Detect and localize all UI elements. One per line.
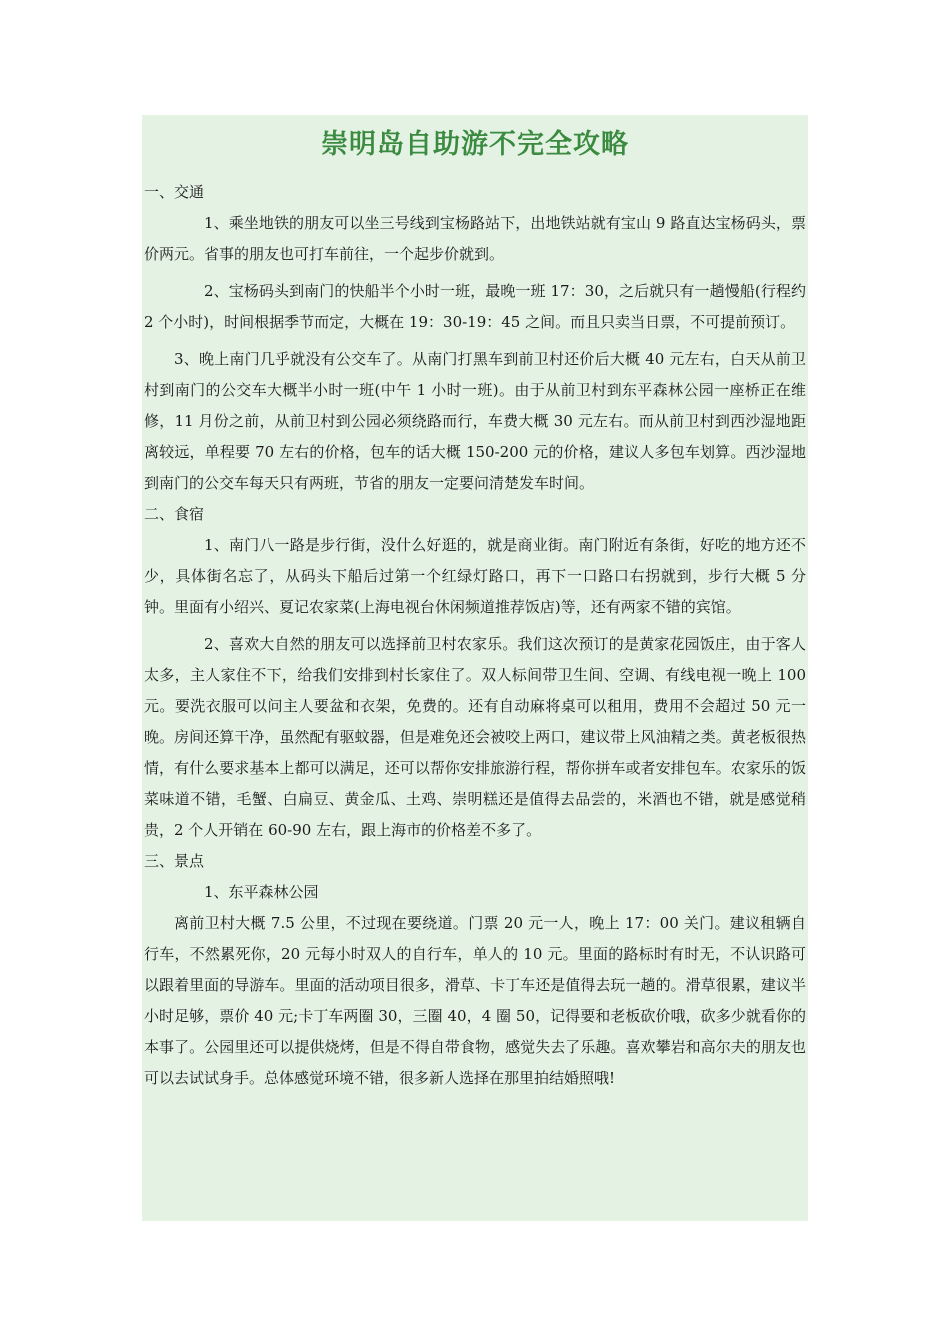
traffic-paragraph-2: 2、宝杨码头到南门的快船半个小时一班，最晚一班 17：30，之后就只有一趟慢船(行程约 2 个小时)，时间根据季节而定，大概在 19：30-19：45 之间。而且只卖当日票，不可提前预订。	[144, 282, 806, 331]
document-page	[142, 115, 808, 1221]
section-heading-food: 二、食宿	[144, 505, 205, 523]
sights-subheading-park: 1、东平森林公园	[204, 883, 319, 901]
traffic-paragraph-1: 1、乘坐地铁的朋友可以坐三号线到宝杨路站下，出地铁站就有宝山 9 路直达宝杨码头，票价两元。省事的朋友也可打车前往，一个起步价就到。	[144, 214, 806, 263]
document-title: 崇明岛自助游不完全攻略	[321, 129, 629, 160]
section-heading-traffic: 一、交通	[144, 183, 205, 201]
sights-paragraph-1: 离前卫村大概 7.5 公里，不过现在要绕道。门票 20 元一人，晚上 17：00 关门。建议租辆自行车，不然累死你，20 元每小时双人的自行车，单人的 10 元。里面的路标时有时无，不认识路可以跟着里面的导游车。里面的活动项目很多，滑草、卡丁车还是值得去玩一趟的。滑草很累，建议半小时足够，票价 40 元;卡丁车两圈 30，三圈 40，4 圈 50，记得要和老板砍价哦，砍多少就看你的本事了。公园里还可以提供烧烤，但是不得自带食物，感觉失去了乐趣。喜欢攀岩和高尔夫的朋友也可以去试试身手。总体感觉环境不错，很多新人选择在那里拍结婚照哦!	[144, 914, 806, 1087]
food-paragraph-1: 1、南门八一路是步行街，没什么好逛的，就是商业街。南门附近有条街，好吃的地方还不少，具体街名忘了，从码头下船后过第一个红绿灯路口，再下一口路口右拐就到，步行大概 5 分钟。里面有小绍兴、夏记农家菜(上海电视台休闲频道推荐饭店)等，还有两家不错的宾馆。	[144, 536, 806, 616]
traffic-paragraph-3: 3、晚上南门几乎就没有公交车了。从南门打黑车到前卫村还价后大概 40 元左右，白天从前卫村到南门的公交车大概半小时一班(中午 1 小时一班)。由于从前卫村到东平森林公园一座桥正在维修，11 月份之前，从前卫村到公园必须绕路而行，车费大概 30 元左右。而从前卫村到西沙湿地距离较远，单程要 70 左右的价格，包车的话大概 150-200 元的价格，建议人多包车划算。西沙湿地到南门的公交车每天只有两班，节省的朋友一定要问清楚发车时间。	[144, 350, 806, 492]
section-heading-sights: 三、景点	[144, 852, 205, 870]
food-paragraph-2: 2、喜欢大自然的朋友可以选择前卫村农家乐。我们这次预订的是黄家花园饭庄，由于客人太多，主人家住不下，给我们安排到村长家住了。双人标间带卫生间、空调、有线电视一晚上 100 元。要洗衣服可以问主人要盆和衣架，免费的。还有自动麻将桌可以租用，费用不会超过 50 元一晚。房间还算干净，虽然配有驱蚊器，但是难免还会被咬上两口，建议带上风油精之类。黄老板很热情，有什么要求基本上都可以满足，还可以帮你安排旅游行程，帮你拼车或者安排包车。农家乐的饭菜味道不错，毛蟹、白扁豆、黄金瓜、土鸡、崇明糕还是值得去品尝的，米酒也不错，就是感觉稍贵，2 个人开销在 60-90 左右，跟上海市的价格差不多了。	[144, 635, 806, 839]
